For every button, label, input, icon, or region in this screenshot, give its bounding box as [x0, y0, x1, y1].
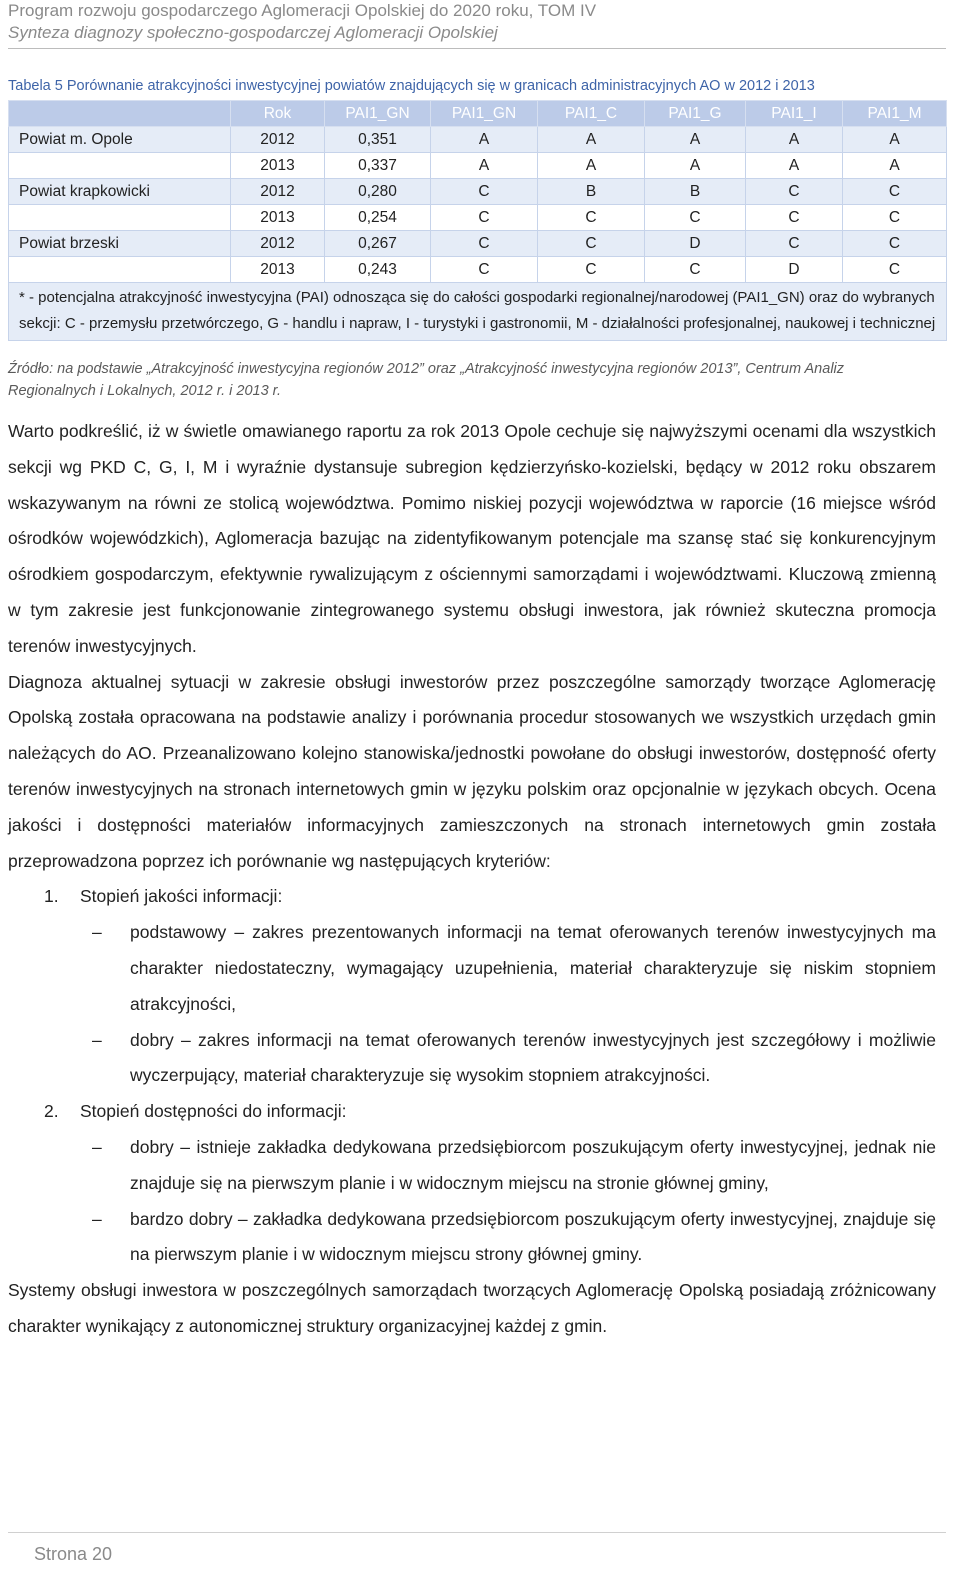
sub-list-item	[8, 1202, 936, 1274]
document-subtitle: Synteza diagnozy społeczno-gospodarczej Aglomeracji Opolskiej	[8, 23, 498, 42]
table-cell: B	[538, 179, 645, 205]
list-title: Stopień jakości informacji:	[80, 886, 283, 907]
table-cell: A	[645, 127, 746, 153]
table-cell: D	[645, 231, 746, 257]
table-cell: A	[538, 127, 645, 153]
page-header	[8, 0, 948, 44]
table-row	[9, 231, 947, 257]
table-cell: C	[431, 205, 538, 231]
table-cell: C	[843, 179, 947, 205]
table-note: * - potencjalna atrakcyjność inwestycyjna (PAI) odnosząca się do całości gospodarki regionalnej/narodowej (PAI1_GN) oraz do wybranych sekcji: C - przemysłu przetwórczego, G - handlu i napraw, I - turystyki i gastronomii, M - działalności profesjonalnej, naukowej i technicznej	[9, 283, 947, 341]
header-cell: PAI1_GN	[431, 101, 538, 127]
paragraph: Systemy obsługi inwestora w poszczególnych samorządach tworzących Aglomerację Opolską posiadają zróżnicowany charakter wynikający z autonomicznej struktury organizacyjnej każdej z gmin.	[8, 1280, 936, 1336]
table-cell: C	[843, 257, 947, 283]
header-cell: PAI1_GN	[325, 101, 431, 127]
dash-bullet: –	[92, 922, 102, 943]
header-cell: PAI1_M	[843, 101, 947, 127]
table-cell: C	[645, 257, 746, 283]
sub-list-text: dobry – zakres informacji na temat oferowanych terenów inwestycyjnych jest szczegółowy i możliwie wyczerpujący, materiał charakteryzuje się wysokim stopniem atrakcyjności.	[130, 1029, 936, 1086]
table-cell: 2012	[231, 127, 325, 153]
sub-list-text: podstawowy – zakres prezentowanych informacji na temat oferowanych terenów inwestycyjnych ma charakter niedostateczny, wymagający uzupełnienia, materiał charakteryzuje się niskim stopniem atrakcyjności,	[130, 922, 936, 1014]
table-cell: C	[431, 179, 538, 205]
table-row	[9, 257, 947, 283]
table-cell: A	[746, 127, 843, 153]
table-header-row	[9, 101, 947, 127]
table-row	[9, 127, 947, 153]
table-cell: C	[538, 231, 645, 257]
table-cell: C	[538, 257, 645, 283]
dash-bullet: –	[92, 1029, 102, 1050]
header-cell	[9, 101, 231, 127]
table-cell	[9, 257, 231, 283]
body-text	[8, 414, 936, 1345]
table-cell: A	[431, 153, 538, 179]
table-cell: C	[843, 231, 947, 257]
header-divider	[8, 48, 946, 49]
table-cell: D	[746, 257, 843, 283]
table-cell: Powiat m. Opole	[9, 127, 231, 153]
table-cell	[9, 205, 231, 231]
table-cell: 0,243	[325, 257, 431, 283]
sub-list-item	[8, 1023, 936, 1095]
table-cell: 0,254	[325, 205, 431, 231]
table-cell: 2013	[231, 257, 325, 283]
header-cell: Rok	[231, 101, 325, 127]
list-title: Stopień dostępności do informacji:	[80, 1101, 347, 1122]
table-cell: B	[645, 179, 746, 205]
header-cell: PAI1_I	[746, 101, 843, 127]
header-cell: PAI1_G	[645, 101, 746, 127]
table-cell: C	[746, 231, 843, 257]
table-cell: C	[843, 205, 947, 231]
table-cell: A	[431, 127, 538, 153]
table-source: Źródło: na podstawie „Atrakcyjność inwestycyjna regionów 2012” oraz „Atrakcyjność inwestycyjna regionów 2013”, Centrum Analiz Regionalnych i Lokalnych, 2012 r. i 2013 r.	[8, 361, 845, 399]
sub-list-item	[8, 1130, 936, 1202]
list-item	[8, 879, 936, 915]
table-cell: 0,267	[325, 231, 431, 257]
table-cell	[9, 153, 231, 179]
table-cell: 2013	[231, 153, 325, 179]
table-cell: A	[843, 127, 947, 153]
attractiveness-table	[8, 100, 947, 341]
document-title: Program rozwoju gospodarczego Aglomeracji Opolskiej do 2020 roku, TOM IV	[8, 1, 597, 20]
table-note-row	[9, 283, 947, 341]
header-cell: PAI1_C	[538, 101, 645, 127]
table-cell: C	[538, 205, 645, 231]
table-cell: C	[746, 179, 843, 205]
paragraph: Warto podkreślić, iż w świetle omawianego raportu za rok 2013 Opole cechuje się najwyższymi ocenami dla wszystkich sekcji wg PKD C, G, I, M i wyraźnie dystansuje subregion kędzierzyńsko-kozielski, będący w 2012 roku obszarem wskazywanym na równi ze stolicą województwa. Pomimo niskiej pozycji województwa w raporcie (16 miejsce wśród ośrodków wojewódzkich), Aglomeracja bazując na zidentyfikowanym potencjale ma szansę stać się konkurencyjnym ośrodkiem gospodarczym, efektywnie rywalizującym z ościennymi samorządami i województwami. Kluczową zmienną w tym zakresie jest funkcjonowanie zintegrowanego systemu obsługi inwestora, jak również skuteczna promocja terenów inwestycyjnych.	[8, 421, 936, 656]
table-cell: 2013	[231, 205, 325, 231]
table-cell: A	[645, 153, 746, 179]
table-row	[9, 153, 947, 179]
table-cell: C	[645, 205, 746, 231]
table-cell: A	[538, 153, 645, 179]
table-cell: C	[746, 205, 843, 231]
paragraph: Diagnoza aktualnej sytuacji w zakresie obsługi inwestorów przez poszczególne samorządy tworzące Aglomerację Opolską została opracowana na podstawie analizy i porównania procedur stosowanych we wszystkich urzędach gmin należących do AO. Przeanalizowano kolejno stanowiska/jednostki powołane do obsługi inwestorów, dostępność oferty terenów inwestycyjnych na stronach internetowych gmin w języku polskim oraz opcjonalnie w językach obcych. Ocena jakości i dostępności materiałów informacyjnych zamieszczonych na stronach internetowych gmin została przeprowadzona poprzez ich porównanie wg następujących kryteriów:	[8, 671, 936, 871]
table-cell: 0,351	[325, 127, 431, 153]
table-caption: Tabela 5 Porównanie atrakcyjności inwestycyjnej powiatów znajdujących się w granicach administracyjnych AO w 2012 i 2013	[8, 78, 815, 94]
list-number: 2.	[44, 1101, 59, 1122]
table-cell: Powiat krapkowicki	[9, 179, 231, 205]
sub-list-text: dobry – istnieje zakładka dedykowana przedsiębiorcom poszukującym oferty inwestycyjnej, jednak nie znajduje się na pierwszym planie i w widocznym miejscu na stronie głównej gminy,	[130, 1136, 936, 1193]
dash-bullet: –	[92, 1136, 102, 1157]
table-cell: 2012	[231, 231, 325, 257]
table-cell: 0,280	[325, 179, 431, 205]
list-number: 1.	[44, 886, 59, 907]
table-cell: 0,337	[325, 153, 431, 179]
footer-divider	[8, 1532, 946, 1533]
table-row	[9, 179, 947, 205]
table-cell: A	[746, 153, 843, 179]
sub-list-text: bardzo dobry – zakładka dedykowana przedsiębiorcom poszukującym oferty inwestycyjnej, znajduje się na pierwszym planie i w widocznym miejscu strony głównej gminy.	[130, 1208, 936, 1265]
table-cell: C	[431, 257, 538, 283]
page-number: Strona 20	[34, 1544, 113, 1564]
table-cell: 2012	[231, 179, 325, 205]
table-row	[9, 205, 947, 231]
table-cell: C	[431, 231, 538, 257]
table-cell: Powiat brzeski	[9, 231, 231, 257]
list-item	[8, 1094, 936, 1130]
dash-bullet: –	[92, 1208, 102, 1229]
table-cell: A	[843, 153, 947, 179]
sub-list-item	[8, 915, 936, 1022]
